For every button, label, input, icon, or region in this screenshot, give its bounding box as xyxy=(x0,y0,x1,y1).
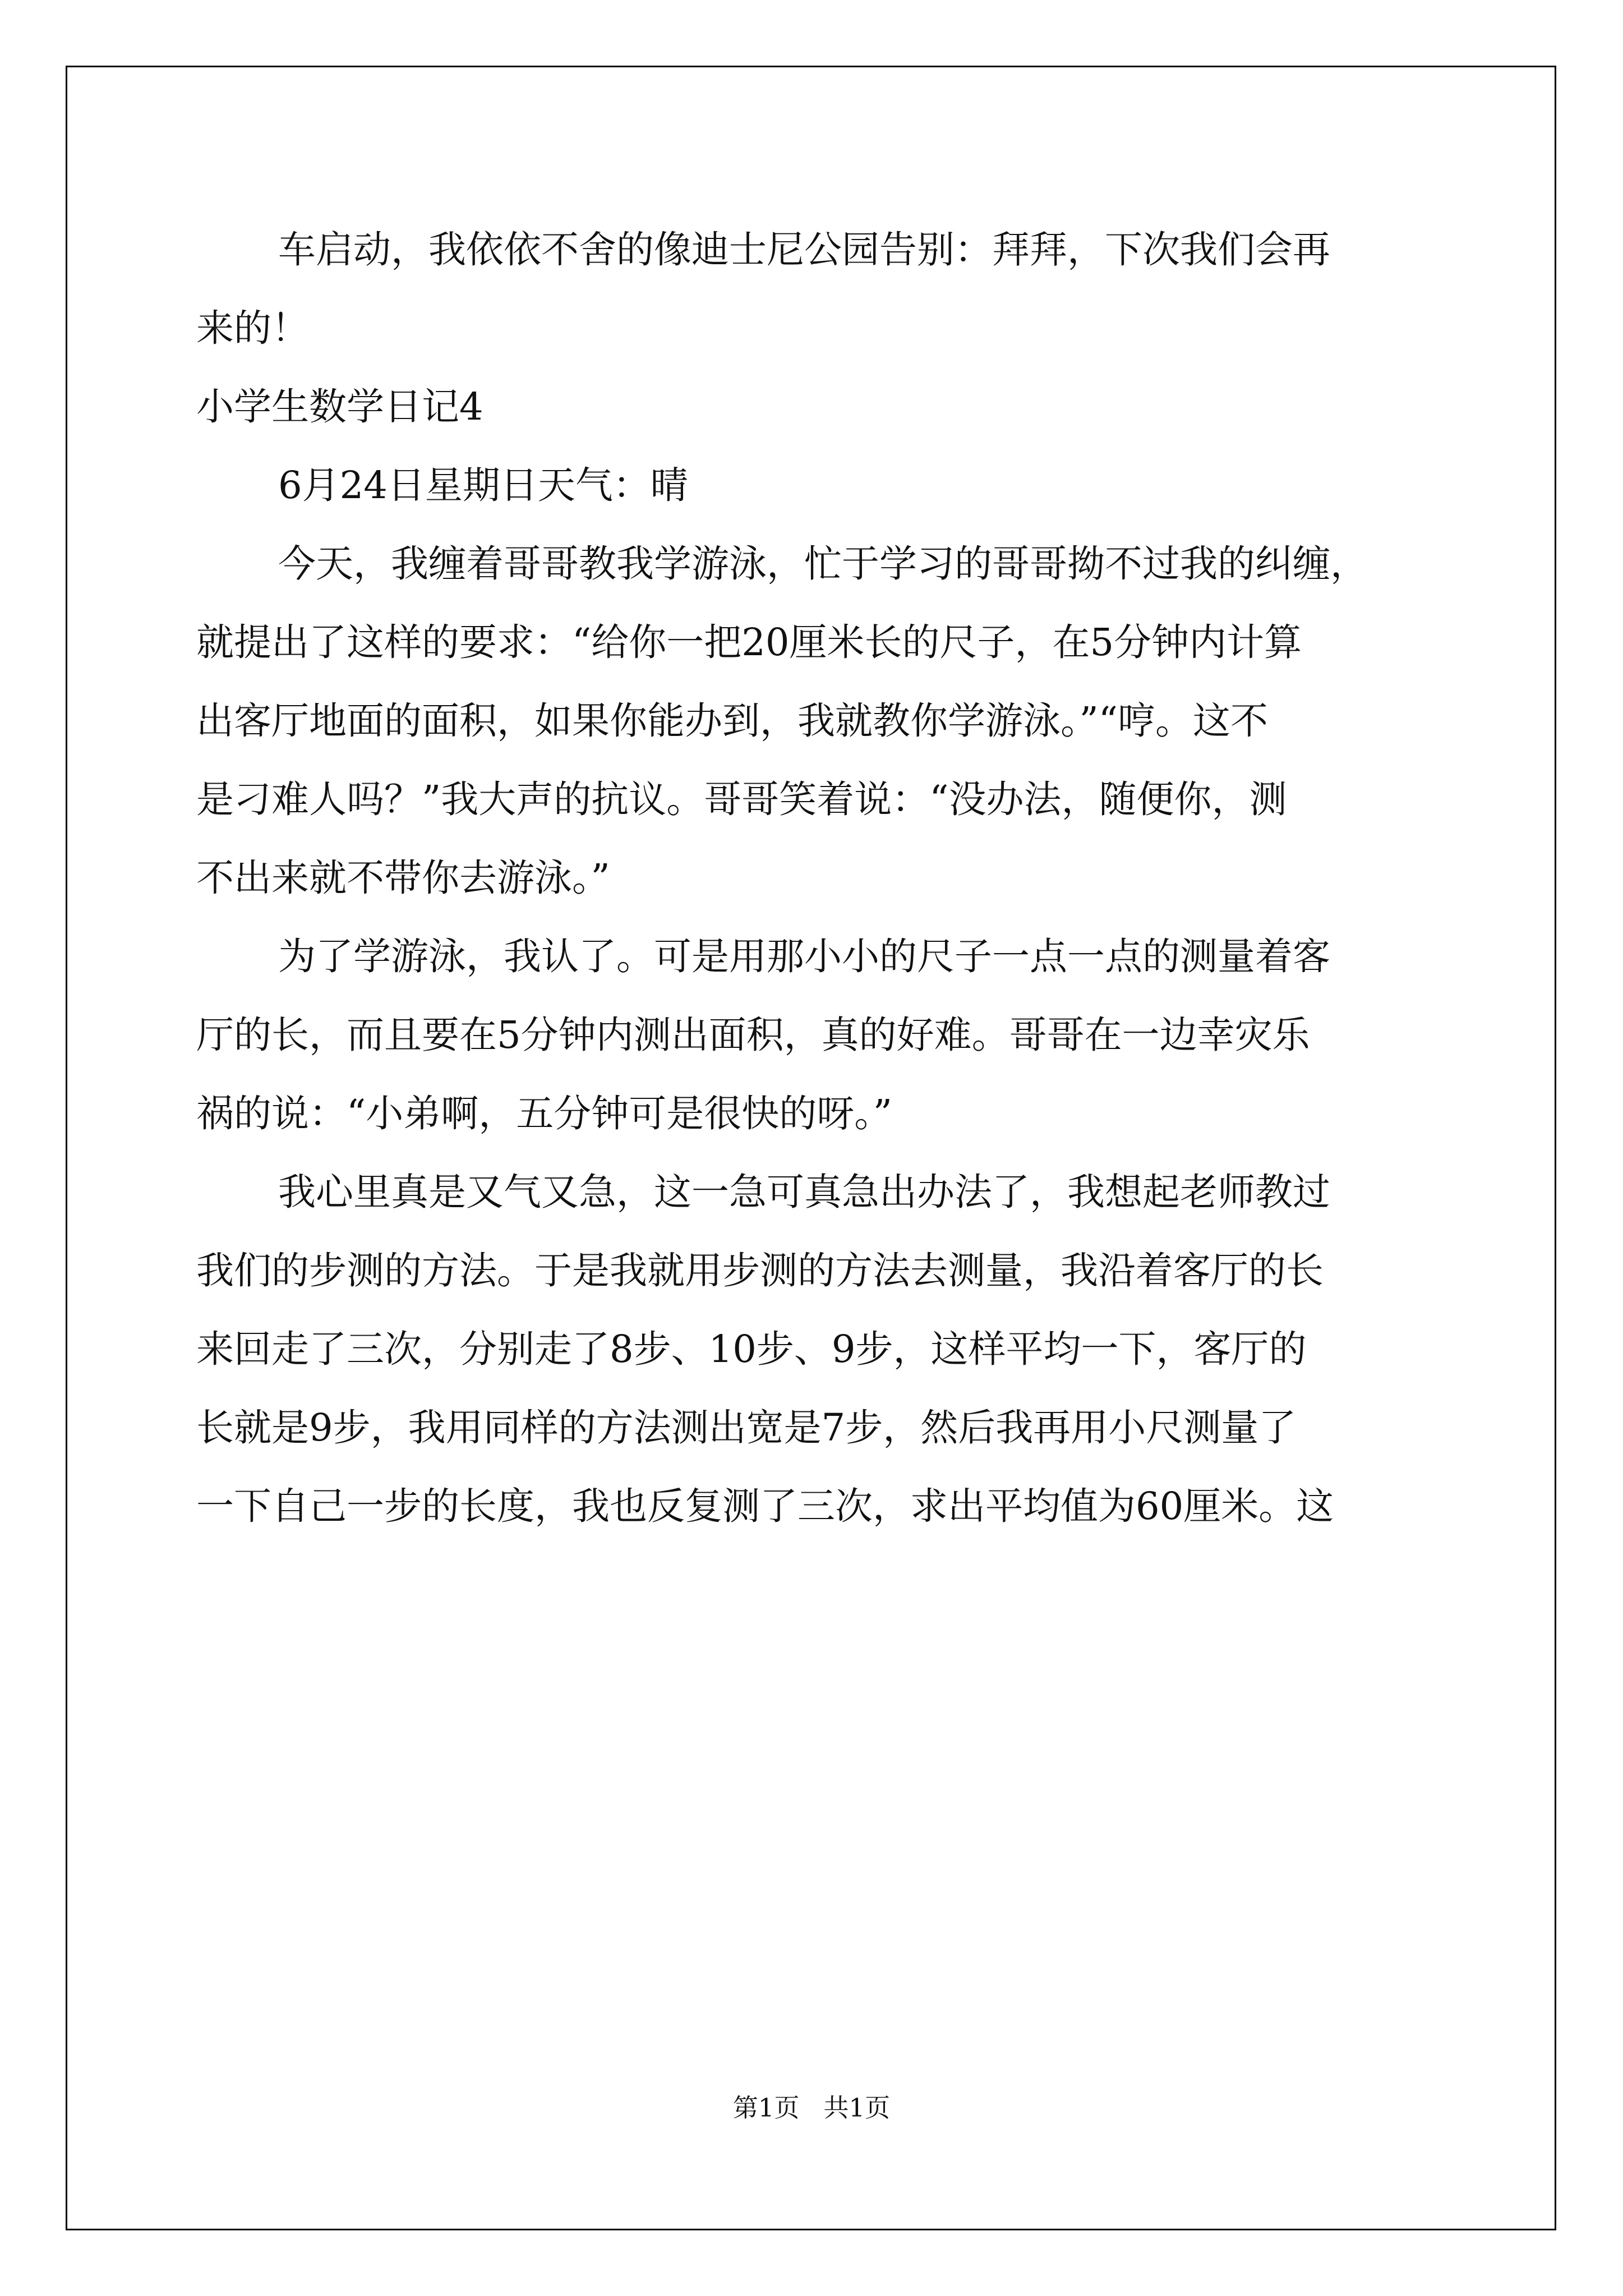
paragraph-line: 来回走了三次，分别走了8步、10步、9步，这样平均一下，客厅的 xyxy=(196,1327,1307,1371)
paragraph-line: 来的！ xyxy=(196,306,309,350)
paragraph-line: 车启动，我依依不舍的像迪士尼公园告别：拜拜，下次我们会再 xyxy=(278,228,1330,272)
paragraph-line: 一下自己一步的长度，我也反复测了三次，求出平均值为60厘米。这 xyxy=(196,1484,1334,1528)
paragraph-line: 今天，我缠着哥哥教我学游泳，忙于学习的哥哥拗不过我的纠缠， xyxy=(278,542,1368,586)
paragraph-line: 是刁难人吗？”我大声的抗议。哥哥笑着说：“没办法，随便你，测 xyxy=(196,777,1287,821)
paragraph-line: 我心里真是又气又急，这一急可真急出办法了，我想起老师教过 xyxy=(278,1170,1330,1214)
page-footer: 第1页 共1页 xyxy=(732,2093,891,2123)
paragraph-line: 为了学游泳，我认了。可是用那小小的尺子一点一点的测量着客 xyxy=(278,935,1330,978)
date-weather-line: 6月24日星期日天气：晴 xyxy=(278,463,688,507)
paragraph-line: 就提出了这样的要求：“给你一把20厘米长的尺子，在5分钟内计算 xyxy=(196,620,1302,664)
paragraph-line: 不出来就不带你去游泳。” xyxy=(196,856,610,900)
paragraph-line: 我们的步测的方法。于是我就用步测的方法去测量，我沿着客厅的长 xyxy=(196,1249,1324,1292)
paragraph-line: 祸的说：“小弟啊，五分钟可是很快的呀。” xyxy=(196,1092,893,1135)
paragraph-line: 厅的长，而且要在5分钟内测出面积，真的好难。哥哥在一边幸灾乐 xyxy=(196,1013,1310,1057)
section-heading: 小学生数学日记4 xyxy=(196,385,483,429)
paragraph-line: 长就是9步，我用同样的方法测出宽是7步，然后我再用小尺测量了 xyxy=(196,1406,1297,1450)
paragraph-line: 出客厅地面的面积，如果你能办到，我就教你学游泳。”“哼。这不 xyxy=(196,699,1269,743)
